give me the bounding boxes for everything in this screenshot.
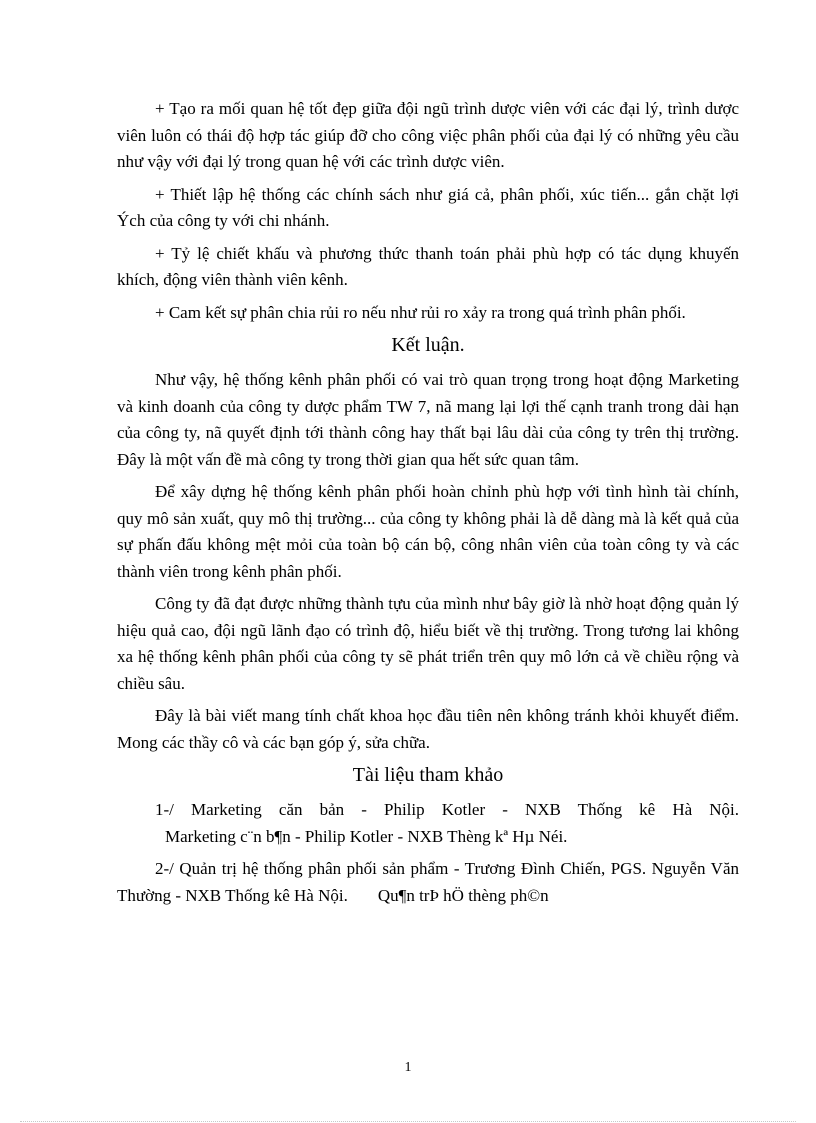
body-paragraph: + Tạo ra mối quan hệ tốt đẹp giữa đội ngũ trình dược viên với các đại lý, trình dược viên luôn có thái độ hợp tác giúp đỡ cho công việc phân phối của đại lý có những yêu cầu như vậy với đại lý trong quan hệ với các trình dược viên. (117, 99, 739, 171)
reference-text: 2-/ Quản trị hệ thống phân phối sản phẩm - Trương Đình Chiến, PGS. Nguyễn Văn Thường - NXB Thống kê Hà Nội. (117, 859, 739, 905)
conclusion-paragraph: Để xây dựng hệ thống kênh phân phối hoàn chỉnh phù hợp với tình hình tài chính, quy mô sản xuất, quy mô thị trường... của công ty không phải là dễ dàng mà là kết quả của sự phấn đấu không mệt mỏi của toàn bộ cán bộ, công nhân viên của toàn công ty và các thành viên trong kênh phân phối. (117, 482, 739, 581)
page-bottom-divider (20, 1121, 796, 1122)
reference-item (117, 797, 739, 850)
conclusion-paragraph: Đây là bài viết mang tính chất khoa học đầu tiên nên không tránh khỏi khuyết điểm. Mong các thầy cô và các bạn góp ý, sửa chữa. (117, 706, 739, 752)
conclusion-paragraph: Như vậy, hệ thống kênh phân phối có vai trò quan trọng trong hoạt động Marketing và kinh doanh của công ty dược phẩm TW 7, nã mang lại lợi thế cạnh tranh trong dài hạn của công ty, nã quyết định tới thành công hay thất bại lâu dài của công ty trên thị trường. Đây là một vấn đề mà công ty trong thời gian qua hết sức quan tâm. (117, 370, 739, 469)
reference-garbled-text: Marketing c¨n b¶n - Philip Kotler - NXB Thèng kª Hµ Néi. (165, 826, 568, 846)
conclusion-paragraph: Công ty đã đạt được những thành tựu của mình như bây giờ là nhờ hoạt động quản lý hiệu quả cao, đội ngũ lãnh đạo có trình độ, hiểu biết về thị trường. Trong tương lai không xa hệ thống kênh phân phối của công ty sẽ phát triển trên quy mô lớn cả về chiều rộng và chiều sâu. (117, 594, 739, 693)
document-page (117, 96, 739, 909)
reference-garbled-text: Qu¶n trÞ hÖ thèng ph©n (377, 885, 549, 905)
reference-text: 1-/ Marketing căn bản - Philip Kotler - NXB Thống kê Hà Nội. (155, 800, 739, 819)
body-paragraph: + Tỷ lệ chiết khấu và phương thức thanh toán phải phù hợp có tác dụng khuyến khích, động viên thành viên kênh. (117, 243, 739, 289)
body-paragraph: + Thiết lập hệ thống các chính sách như giá cả, phân phối, xúc tiến... gắn chặt lợi Ých của công ty với chi nhánh. (117, 184, 739, 230)
body-paragraph: + Cam kết sự phân chia rủi ro nếu như rủi ro xảy ra trong quá trình phân phối. (155, 302, 686, 322)
page-number: 1 (404, 1060, 412, 1075)
reference-item (117, 856, 739, 909)
conclusion-heading: Kết luận. (391, 334, 465, 356)
references-heading: Tài liệu tham khảo (352, 764, 504, 786)
